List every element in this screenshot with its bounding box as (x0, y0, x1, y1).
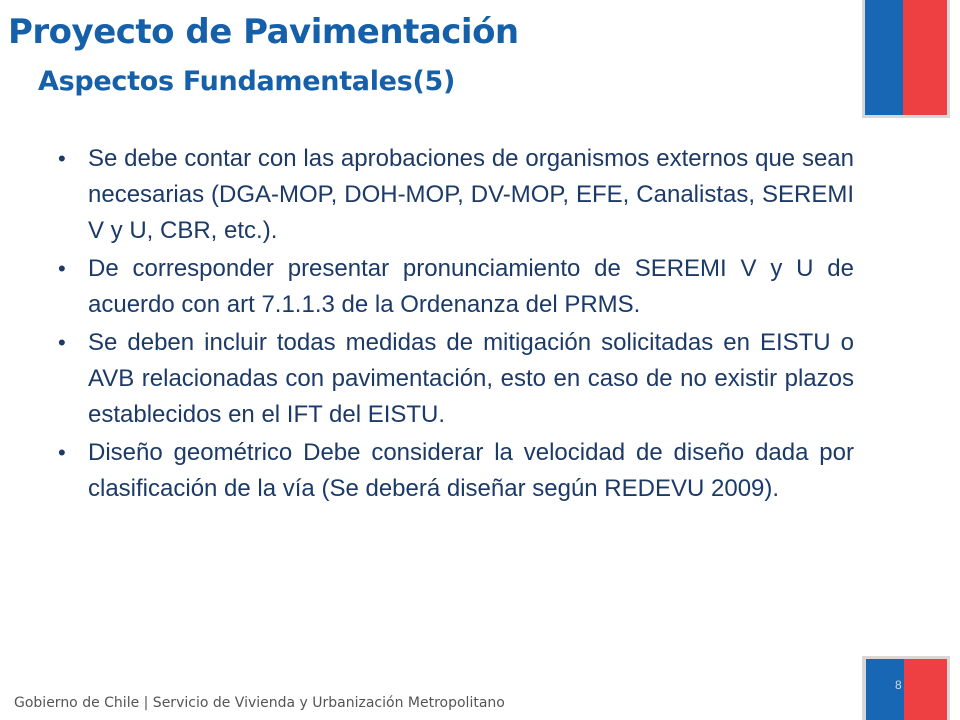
flag-red-stripe (904, 659, 947, 720)
chile-flag-emblem-top (862, 0, 950, 118)
flag-red-stripe (903, 0, 947, 115)
bullet-item (58, 141, 854, 249)
bullet-item (58, 325, 854, 433)
flag-blue-stripe (865, 0, 903, 115)
bullet-text: Diseño geométrico Debe considerar la velocidad de diseño dada por clasificación de la vía (Se deberá diseñar según REDEVU 2009). (88, 439, 854, 502)
bullet-dot-icon: • (58, 330, 66, 355)
bullet-list (58, 141, 854, 509)
bullet-dot-icon: • (58, 256, 66, 281)
bullet-item (58, 251, 854, 323)
bullet-item (58, 435, 854, 507)
bullet-dot-icon: • (58, 440, 66, 465)
bullet-text: Se debe contar con las aprobaciones de organismos externos que sean necesarias (DGA-MOP, DOH-MOP, DV-MOP, EFE, Canalistas, SEREMI V y U, CBR, etc.). (88, 145, 854, 244)
bullet-text: De corresponder presentar pronunciamiento de SEREMI V y U de acuerdo con art 7.1.1.3 de la Ordenanza del PRMS. (88, 255, 854, 318)
slide-subtitle: Aspectos Fundamentales(5) (38, 66, 456, 97)
bullet-text: Se deben incluir todas medidas de mitigación solicitadas en EISTU o AVB relacionadas con pavimentación, esto en caso de no existir plazos establecidos en el IFT del EISTU. (88, 329, 854, 428)
bullet-dot-icon: • (58, 146, 66, 171)
chile-flag-emblem-bottom (862, 656, 950, 720)
footer-text: Gobierno de Chile | Servicio de Vivienda y Urbanización Metropolitano (14, 695, 505, 711)
slide-title: Proyecto de Pavimentación (8, 12, 519, 52)
page-number: 8 (895, 678, 902, 692)
